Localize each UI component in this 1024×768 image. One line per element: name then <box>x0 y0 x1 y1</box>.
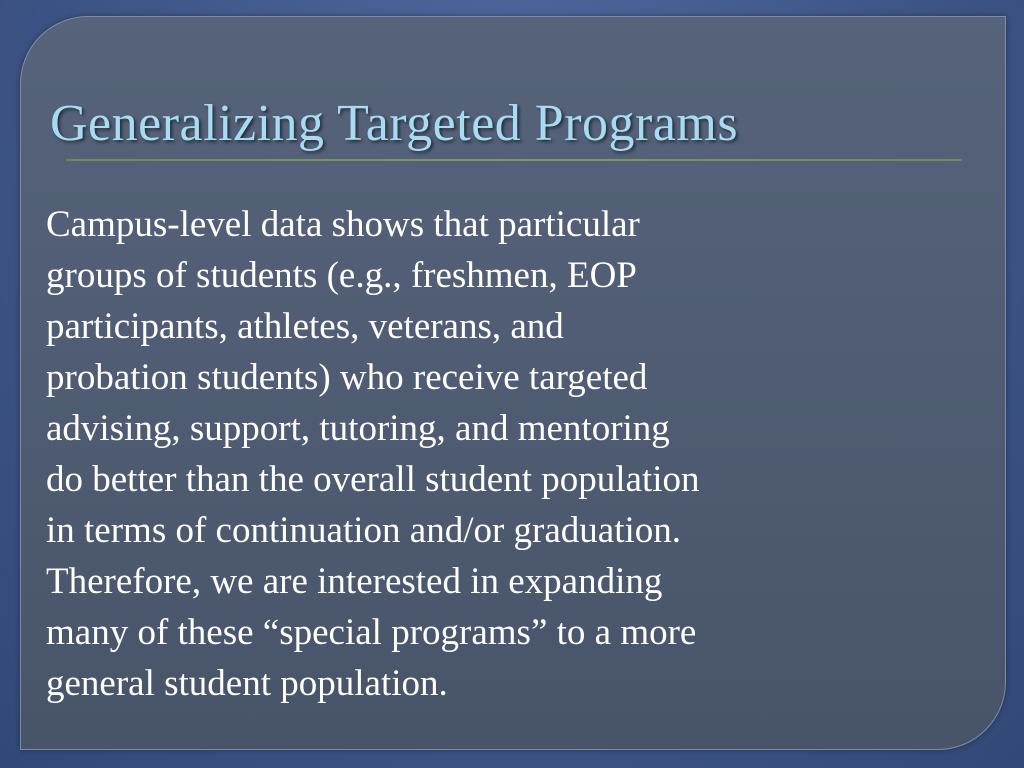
title-underline <box>66 159 962 161</box>
body-line: general student population. <box>46 663 448 704</box>
slide-body-text <box>46 199 1006 709</box>
body-line: groups of students (e.g., freshmen, EOP <box>46 255 637 296</box>
slide-title: Generalizing Targeted Programs <box>50 95 739 152</box>
body-line: many of these “special programs” to a more <box>46 612 697 653</box>
body-line: participants, athletes, veterans, and <box>46 306 564 347</box>
body-line: in terms of continuation and/or graduation. <box>46 510 682 551</box>
body-line: advising, support, tutoring, and mentoring <box>46 408 670 449</box>
body-line: Therefore, we are interested in expanding <box>46 561 663 602</box>
body-line: do better than the overall student population <box>46 459 700 500</box>
body-line: Campus-level data shows that particular <box>46 204 640 245</box>
body-line: probation students) who receive targeted <box>46 357 648 398</box>
